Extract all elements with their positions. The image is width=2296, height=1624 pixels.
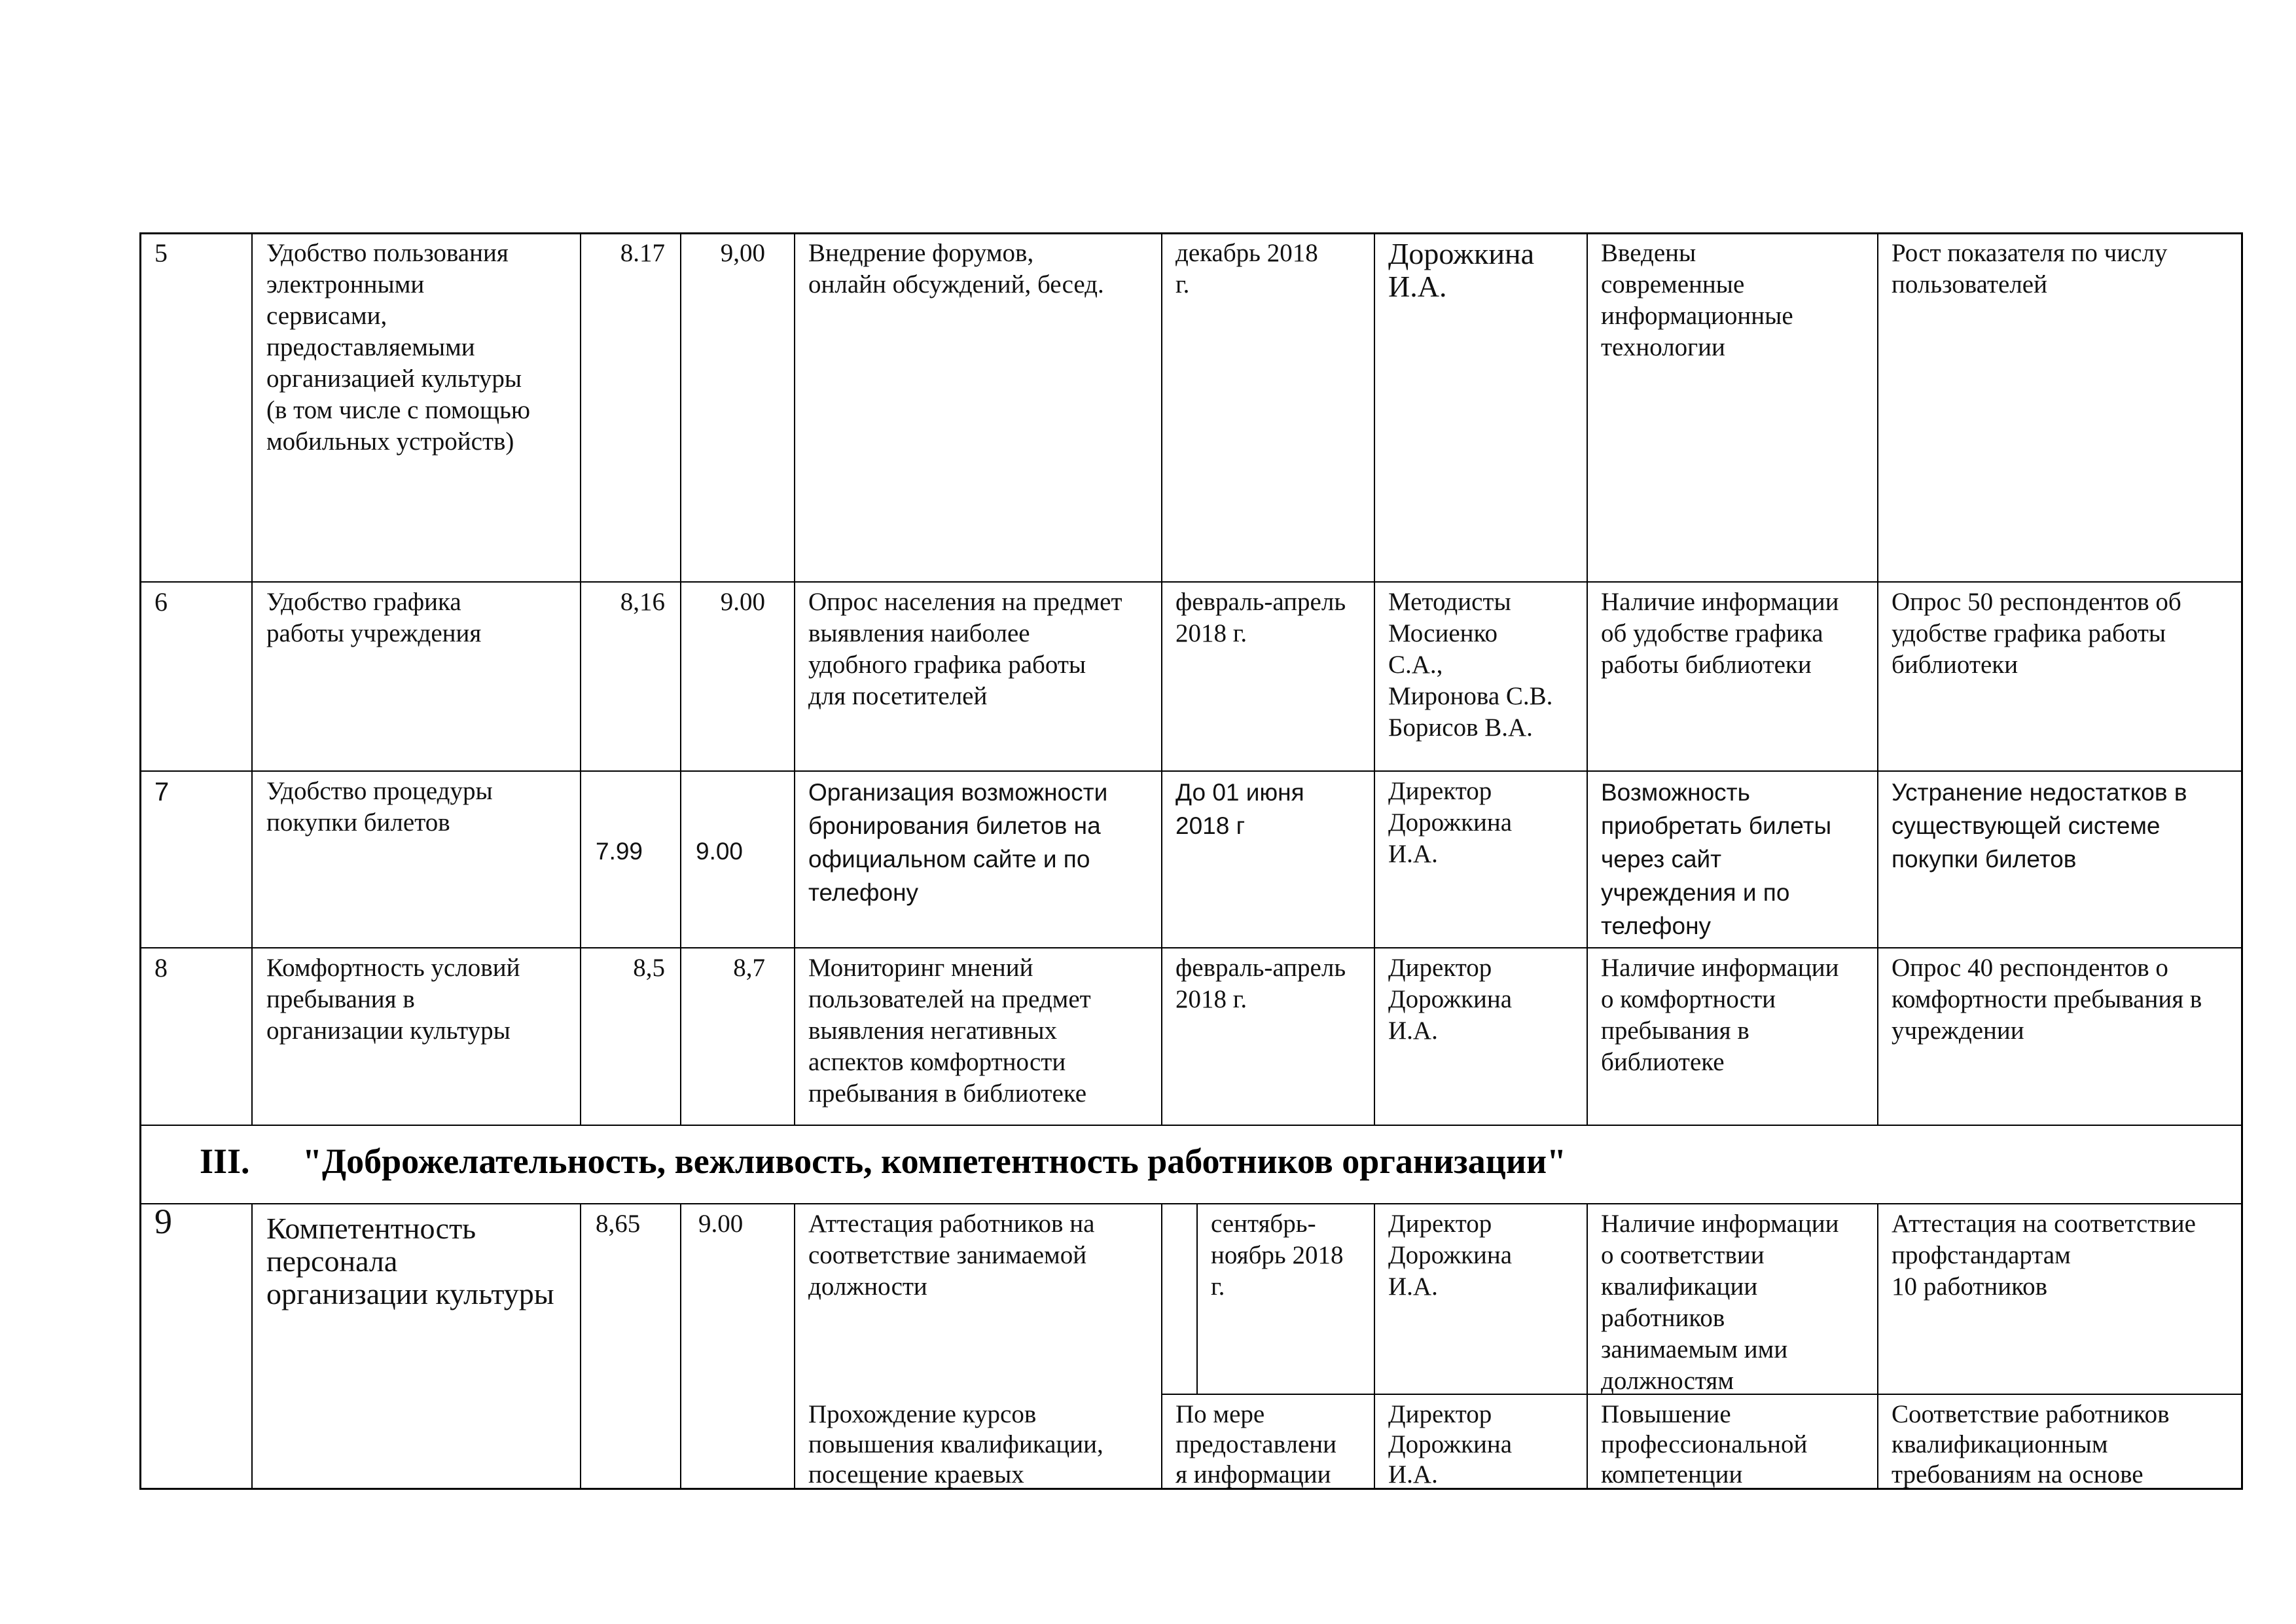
measure-text: соответствие занимаемой — [808, 1241, 1087, 1269]
section-number: III. — [200, 1142, 250, 1181]
column-divider — [251, 1203, 253, 1490]
indicator-result-text: покупки билетов — [1892, 846, 2077, 873]
indicator-result-text: профстандартам — [1892, 1241, 2071, 1269]
deadline-text: ноябрь 2018 — [1211, 1241, 1344, 1269]
measure-text: выявления наиболее — [808, 619, 1030, 647]
measure-text: телефону — [808, 879, 918, 906]
indicator-result-text: Рост показателя по числу — [1892, 239, 2168, 267]
indicator-name: предоставляемыми — [266, 333, 475, 361]
column-divider — [1587, 1203, 1588, 1490]
indicator-result-text: пользователей — [1892, 270, 2047, 298]
row-divider — [139, 947, 2243, 948]
responsible-text: Директор — [1388, 954, 1492, 982]
indicator-name: сервисами, — [266, 302, 387, 330]
column-divider — [1587, 232, 1588, 1125]
deadline-text: 2018 г. — [1175, 985, 1247, 1013]
result-text: технологии — [1601, 333, 1725, 361]
indicator-name: организацией культуры — [266, 365, 522, 393]
column-divider — [794, 232, 795, 1125]
measure-text: Внедрение форумов, — [808, 239, 1034, 267]
row-divider — [139, 1125, 2243, 1126]
deadline-text: декабрь 2018 — [1175, 239, 1318, 267]
row-number: 7 — [154, 778, 170, 806]
value-current: 8,5 — [633, 954, 665, 982]
row-divider — [139, 581, 2243, 583]
row-number: 8 — [154, 953, 168, 983]
deadline-text: До 01 июня — [1175, 779, 1304, 806]
responsible-text: Директор — [1388, 1210, 1492, 1238]
measure-text: посещение краевых — [808, 1460, 1024, 1489]
indicator-result-text: требованиям на основе — [1892, 1460, 2144, 1489]
result-text: библиотеке — [1601, 1048, 1725, 1076]
value-current: 8.17 — [620, 239, 665, 267]
value-target: 8,7 — [733, 954, 765, 982]
column-divider — [251, 232, 253, 1125]
result-text: Наличие информации — [1601, 954, 1839, 982]
indicator-result-text: Устранение недостатков в — [1892, 779, 2187, 806]
column-divider — [580, 1203, 581, 1490]
responsible-text: Миронова С.В. — [1388, 682, 1553, 710]
column-divider — [1161, 232, 1162, 1125]
result-text: телефону — [1601, 912, 1711, 939]
result-text: работников — [1601, 1304, 1725, 1332]
column-divider — [1877, 232, 1878, 1125]
result-text: учреждения и по — [1601, 879, 1790, 906]
indicator-name: пребывания в — [266, 985, 415, 1013]
responsible-text: И.А. — [1388, 270, 1447, 303]
result-text: Введены — [1601, 239, 1696, 267]
indicator-result-text: 10 работников — [1892, 1272, 2048, 1301]
indicator-result-text: комфортности пребывания в — [1892, 985, 2202, 1013]
deadline-text: я информации — [1175, 1460, 1331, 1489]
value-target: 9,00 — [720, 239, 765, 267]
result-text: квалификации — [1601, 1272, 1758, 1301]
measure-text: Прохождение курсов — [808, 1400, 1037, 1428]
column-divider — [1877, 1203, 1878, 1490]
responsible-text: Дорожкина — [1388, 985, 1513, 1013]
indicator-name: покупки билетов — [266, 808, 450, 837]
column-divider — [1374, 232, 1375, 1125]
indicator-name: Удобство процедуры — [266, 777, 493, 805]
value-target: 9.00 — [698, 1210, 744, 1238]
result-text: Возможность — [1601, 779, 1750, 806]
value-target: 9.00 — [720, 588, 765, 616]
responsible-text: Дорожкина — [1388, 808, 1513, 837]
result-text: пребывания в — [1601, 1017, 1749, 1045]
deadline-text: По мере — [1175, 1400, 1265, 1428]
result-text: через сайт — [1601, 846, 1722, 873]
indicator-result-text: Опрос 50 респондентов об — [1892, 588, 2181, 616]
measure-text: Опрос населения на предмет — [808, 588, 1122, 616]
section-title: "Доброжелательность, вежливость, компетентность работников организации" — [302, 1142, 1567, 1181]
responsible-text: С.А., — [1388, 651, 1443, 679]
result-text: занимаемым ими — [1601, 1335, 1788, 1363]
indicator-name: Удобство графика — [266, 588, 461, 616]
measure-text: Мониторинг мнений — [808, 954, 1033, 982]
column-divider — [1196, 1203, 1198, 1394]
measure-text: пребывания в библиотеке — [808, 1079, 1087, 1108]
result-text: компетенции — [1601, 1460, 1743, 1489]
column-divider — [1161, 1203, 1162, 1490]
indicator-result-text: Соответствие работников — [1892, 1400, 2170, 1428]
row-number: 9 — [154, 1202, 172, 1241]
indicator-result-text: удобстве графика работы — [1892, 619, 2166, 647]
result-text: Наличие информации — [1601, 588, 1839, 616]
result-text: Наличие информации — [1601, 1210, 1839, 1238]
measure-text: пользователей на предмет — [808, 985, 1091, 1013]
responsible-text: Директор — [1388, 1400, 1492, 1428]
indicator-name: Компетентность — [266, 1212, 476, 1245]
result-text: о комфортности — [1601, 985, 1776, 1013]
indicator-name: работы учреждения — [266, 619, 482, 647]
measure-text: должности — [808, 1272, 927, 1301]
deadline-text: предоставлени — [1175, 1430, 1337, 1458]
measure-text: онлайн обсуждений, бесед. — [808, 270, 1104, 298]
indicator-name: Удобство пользования — [266, 239, 509, 267]
measure-text: удобного графика работы — [808, 651, 1086, 679]
result-text: работы библиотеки — [1601, 651, 1812, 679]
measure-text: Организация возможности — [808, 779, 1108, 806]
measure-text: официальном сайте и по — [808, 846, 1090, 873]
column-divider — [794, 1203, 795, 1490]
indicator-result-text: библиотеки — [1892, 651, 2018, 679]
indicator-result-text: Аттестация на соответствие — [1892, 1210, 2196, 1238]
responsible-text: Дорожкина — [1388, 1430, 1513, 1458]
row-number: 6 — [154, 587, 168, 617]
responsible-text: И.А. — [1388, 840, 1438, 868]
measure-text: выявления негативных — [808, 1017, 1058, 1045]
result-text: об удобстве графика — [1601, 619, 1823, 647]
responsible-text: И.А. — [1388, 1017, 1438, 1045]
indicator-result-text: Опрос 40 респондентов о — [1892, 954, 2168, 982]
responsible-text: Мосиенко — [1388, 619, 1498, 647]
measure-text: повышения квалификации, — [808, 1430, 1103, 1458]
row-divider — [139, 770, 2243, 772]
indicator-name: мобильных устройств) — [266, 427, 514, 456]
value-current: 8,65 — [596, 1210, 641, 1238]
value-current: 8,16 — [620, 588, 665, 616]
indicator-name: электронными — [266, 270, 425, 298]
measure-text: Аттестация работников на — [808, 1210, 1095, 1238]
indicator-name: организации культуры — [266, 1017, 511, 1045]
result-text: приобретать билеты — [1601, 812, 1832, 839]
result-text: должностям — [1601, 1367, 1734, 1395]
row-number: 5 — [154, 238, 168, 268]
indicator-result-text: квалификационным — [1892, 1430, 2108, 1458]
deadline-text: г. — [1175, 270, 1190, 298]
responsible-text: И.А. — [1388, 1460, 1438, 1489]
result-text: информационные — [1601, 302, 1793, 330]
responsible-text: Методисты — [1388, 588, 1511, 616]
row-divider — [139, 1203, 2243, 1204]
column-divider — [580, 232, 581, 1125]
column-divider — [1374, 1203, 1375, 1490]
responsible-text: Директор — [1388, 777, 1492, 805]
deadline-text: февраль-апрель — [1175, 588, 1346, 616]
deadline-text: 2018 г. — [1175, 619, 1247, 647]
responsible-text: И.А. — [1388, 1272, 1438, 1301]
indicator-name: (в том числе с помощью — [266, 396, 531, 424]
measure-text: аспектов комфортности — [808, 1048, 1066, 1076]
deadline-text: 2018 г — [1175, 812, 1246, 839]
column-divider — [680, 232, 681, 1125]
result-text: о соответствии — [1601, 1241, 1765, 1269]
result-text: профессиональной — [1601, 1430, 1808, 1458]
indicator-name: Комфортность условий — [266, 954, 520, 982]
indicator-name: персонала — [266, 1244, 398, 1278]
deadline-text: г. — [1211, 1272, 1225, 1301]
value-current: 7.99 — [596, 838, 643, 865]
measure-text: для посетителей — [808, 682, 988, 710]
responsible-text: Дорожкина — [1388, 1241, 1513, 1269]
deadline-text: сентябрь- — [1211, 1210, 1316, 1238]
column-divider — [680, 1203, 681, 1490]
measure-text: бронирования билетов на — [808, 812, 1101, 839]
result-text: современные — [1601, 270, 1745, 298]
value-target: 9.00 — [696, 838, 744, 865]
indicator-name: организации культуры — [266, 1277, 554, 1310]
deadline-text: февраль-апрель — [1175, 954, 1346, 982]
responsible-text: Дорожкина — [1388, 237, 1535, 270]
result-text: Повышение — [1601, 1400, 1731, 1428]
indicator-result-text: существующей системе — [1892, 812, 2161, 839]
responsible-text: Борисов В.А. — [1388, 713, 1533, 742]
indicator-result-text: учреждении — [1892, 1017, 2024, 1045]
